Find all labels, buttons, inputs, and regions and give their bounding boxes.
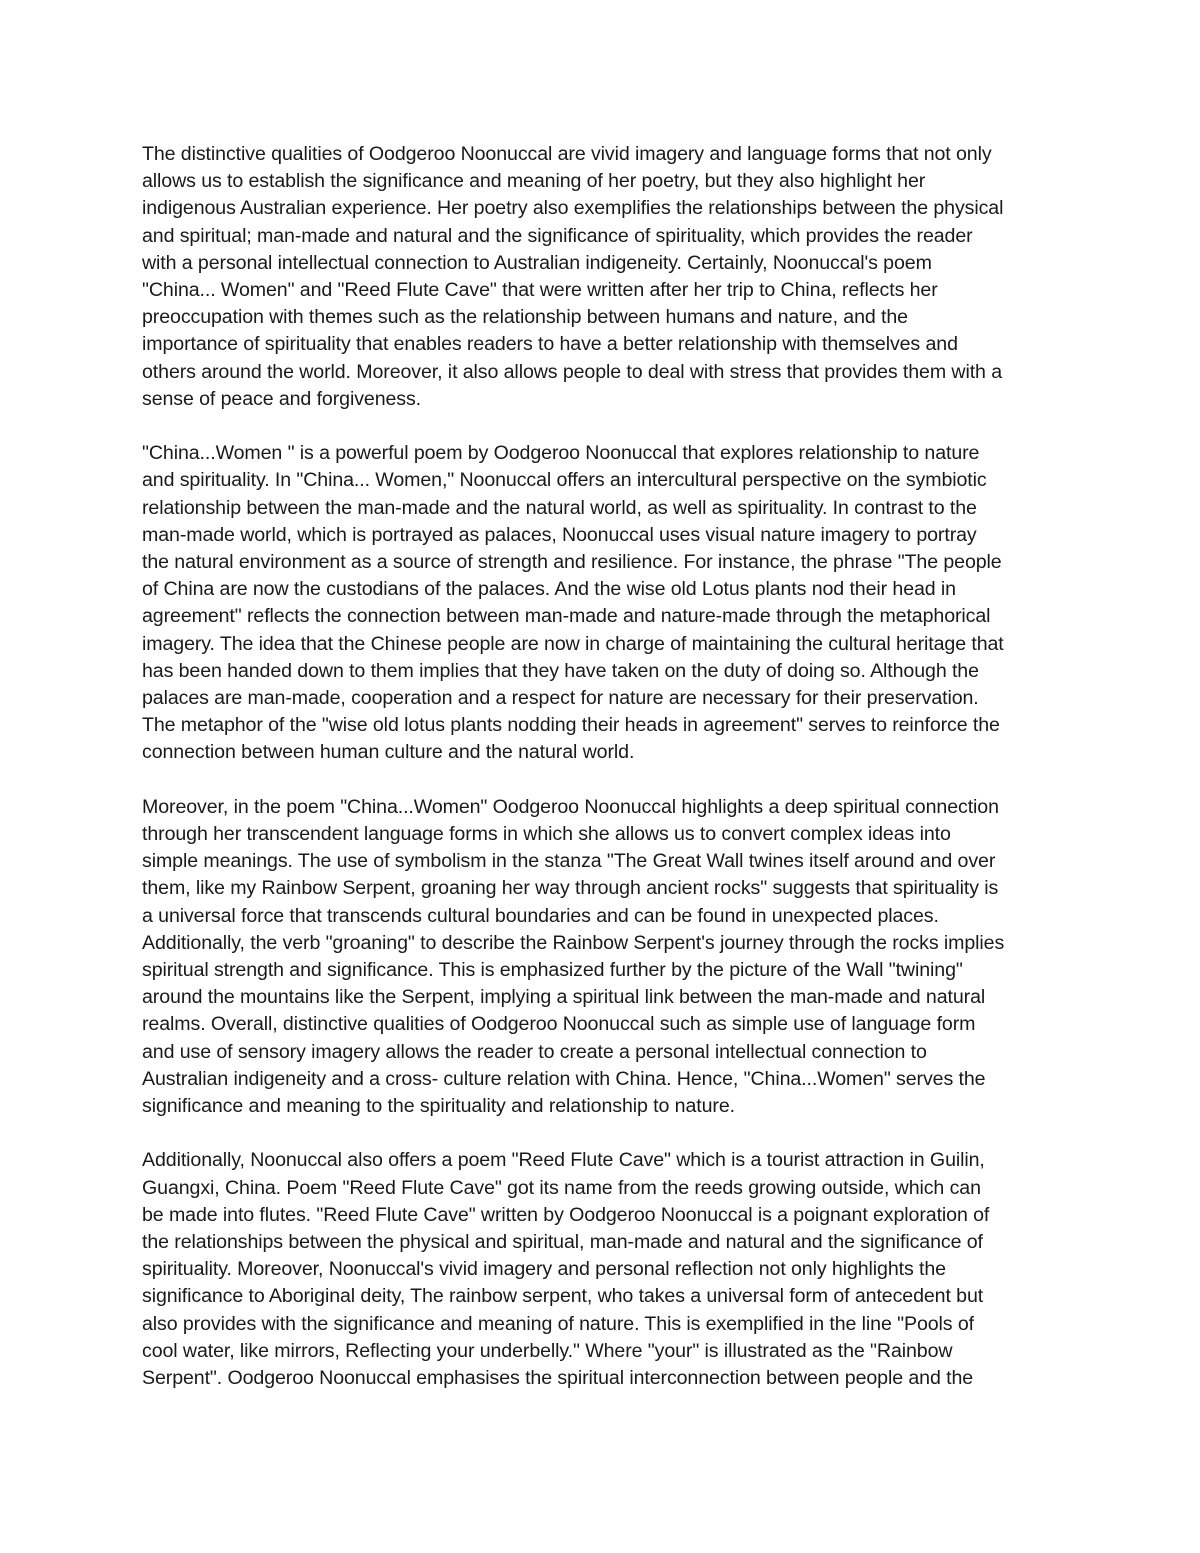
text-line: and spiritual; man-made and natural and the significance of spirituality, which provides the reader [142, 224, 973, 247]
text-line: significance and meaning to the spirituality and relationship to nature. [142, 1095, 735, 1118]
text-line: be made into flutes. "Reed Flute Cave" written by Oodgeroo Noonuccal is a poignant exploration of [142, 1203, 990, 1226]
paragraph-4 [142, 1147, 1072, 1392]
text-line: and spirituality. In "China... Women," Noonuccal offers an intercultural perspective on the symbiotic [142, 469, 987, 492]
text-line: with a personal intellectual connection to Australian indigeneity. Certainly, Noonuccal's poem [142, 251, 932, 274]
text-line: them, like my Rainbow Serpent, groaning her way through ancient rocks" suggests that spirituality is [142, 877, 999, 900]
document-body [142, 141, 1072, 1419]
text-line: others around the world. Moreover, it also allows people to deal with stress that provides them with a [142, 360, 1002, 383]
text-line: relationship between the man-made and the natural world, as well as spirituality. In contrast to the [142, 496, 977, 519]
text-line: importance of spirituality that enables readers to have a better relationship with themselves and [142, 333, 958, 356]
text-line: "China... Women" and "Reed Flute Cave" that were written after her trip to China, reflects her [142, 279, 938, 302]
text-line: imagery. The idea that the Chinese people are now in charge of maintaining the cultural heritage that [142, 632, 1004, 655]
text-line: Moreover, in the poem "China...Women" Oodgeroo Noonuccal highlights a deep spiritual connection [142, 795, 999, 818]
text-line: spirituality. Moreover, Noonuccal's vivid imagery and personal reflection not only highlights the [142, 1258, 946, 1281]
text-line: has been handed down to them implies that they have taken on the duty of doing so. Although the [142, 659, 979, 682]
text-line: preoccupation with themes such as the relationship between humans and nature, and the [142, 306, 908, 329]
text-line: the relationships between the physical and spiritual, man-made and natural and the significance of [142, 1231, 983, 1254]
text-line: around the mountains like the Serpent, implying a spiritual link between the man-made and natural [142, 986, 986, 1009]
text-line: sense of peace and forgiveness. [142, 387, 422, 410]
text-line: Australian indigeneity and a cross- culture relation with China. Hence, "China...Women" serves the [142, 1067, 986, 1090]
paragraph-3 [142, 794, 1072, 1120]
text-line: palaces are man-made, cooperation and a respect for nature are necessary for their preservation. [142, 687, 979, 710]
text-line: simple meanings. The use of symbolism in the stanza "The Great Wall twines itself around and over [142, 850, 996, 873]
text-line: Additionally, the verb "groaning" to describe the Rainbow Serpent's journey through the rocks implies [142, 931, 1005, 954]
paragraph-1 [142, 141, 1072, 413]
text-line: realms. Overall, distinctive qualities of Oodgeroo Noonuccal such as simple use of language form [142, 1013, 976, 1036]
text-line: Additionally, Noonuccal also offers a poem "Reed Flute Cave" which is a tourist attraction in Guilin, [142, 1149, 985, 1172]
text-line: man-made world, which is portrayed as palaces, Noonuccal uses visual nature imagery to portray [142, 523, 977, 546]
text-line: Guangxi, China. Poem "Reed Flute Cave" got its name from the reeds growing outside, which can [142, 1176, 981, 1199]
text-line: the natural environment as a source of strength and resilience. For instance, the phrase "The people [142, 551, 1002, 574]
text-line: Serpent". Oodgeroo Noonuccal emphasises the spiritual interconnection between people and the [142, 1367, 974, 1390]
text-line: and use of sensory imagery allows the reader to create a personal intellectual connection to [142, 1040, 927, 1063]
text-line: "China...Women " is a powerful poem by Oodgeroo Noonuccal that explores relationship to nature [142, 442, 980, 465]
text-line: cool water, like mirrors, Reflecting your underbelly." Where "your" is illustrated as the "Rainbow [142, 1339, 953, 1362]
text-line: allows us to establish the significance and meaning of her poetry, but they also highlight her [142, 170, 926, 193]
text-line: The metaphor of the "wise old lotus plants nodding their heads in agreement" serves to reinforce the [142, 714, 1000, 737]
text-line: also provides with the significance and meaning of nature. This is exemplified in the line "Pools of [142, 1312, 974, 1335]
text-line: connection between human culture and the natural world. [142, 741, 635, 764]
text-line: indigenous Australian experience. Her poetry also exemplifies the relationships between the physical [142, 197, 1004, 220]
text-line: spiritual strength and significance. This is emphasized further by the picture of the Wall "twining" [142, 959, 963, 982]
text-line: a universal force that transcends cultural boundaries and can be found in unexpected places. [142, 904, 939, 927]
paragraph-2 [142, 440, 1072, 766]
text-line: of China are now the custodians of the palaces. And the wise old Lotus plants nod their head in [142, 578, 956, 601]
text-line: significance to Aboriginal deity, The rainbow serpent, who takes a universal form of antecedent but [142, 1285, 984, 1308]
text-line: through her transcendent language forms in which she allows us to convert complex ideas into [142, 823, 951, 846]
text-line: The distinctive qualities of Oodgeroo Noonuccal are vivid imagery and language forms that not only [142, 143, 992, 165]
text-line: agreement" reflects the connection between man-made and nature-made through the metaphorical [142, 605, 991, 628]
